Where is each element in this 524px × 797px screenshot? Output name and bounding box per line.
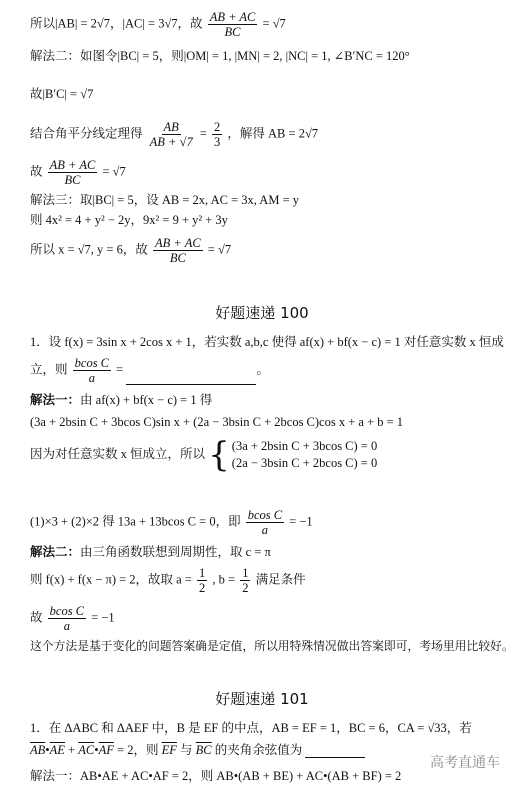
fraction: $\frac{AB + AC}{BC}$ bbox=[154, 236, 201, 265]
answer-blank bbox=[305, 757, 365, 758]
fraction: $\frac{\text{bcos C}}{a}$ bbox=[74, 356, 110, 385]
problem-101-line-2: $\overline{AB}•\overline{AE}$ + $\overline{AC}•\overline{AF} = 2$，则 $\overline{EF}$ 与 $\overline{BC}$ 的夹角余弦值为 bbox=[30, 742, 510, 758]
line-1 bbox=[30, 10, 510, 39]
section-heading-101: 好题速递 101 bbox=[215, 690, 309, 708]
solution-1-system: 因为对任意实数 x 恒成立，所以 { (3a + 2bsin C + 3bcos C) = 0 (2a − 3bsin C + 2bcos C) = 0 bbox=[30, 435, 378, 475]
watermark: 高考直通车 bbox=[430, 755, 500, 771]
section-heading-100: 好题速递 100 bbox=[215, 304, 309, 322]
line-4: 结合角平分线定理得 $\frac{AB}{AB + √7}$ = $\frac{2}{3}$ ，解得 AB = 2√7 bbox=[30, 120, 319, 149]
fraction: $\frac{\text{bcos C}}{a}$ bbox=[49, 604, 85, 633]
solution-1-equation: (3a + 2bsin C + 3bcos C)sin x + (2a − 3bsin C + 2bcos C)cos x + a + b = 1 bbox=[30, 415, 404, 429]
fraction: $\frac{AB}{AB + √7}$ bbox=[149, 120, 193, 149]
line-6: 解法三：取|BC| = 5，设 AB = 2x, AC = 3x, AM = y bbox=[30, 193, 299, 207]
fraction: $\frac{2}{3}$ bbox=[214, 120, 221, 149]
line-2: 解法二：如图令|BC| = 5，则|OM| = 1, |MN| = 2, |NC| = 1, ∠B′NC = 120° bbox=[30, 49, 410, 63]
line-7: 则 4x² = 4 + y² − 2y，9x² = 9 + y² + 3y bbox=[30, 213, 228, 227]
problem-1-line-1: 1．设 f(x) = 3sin x + 2cos x + 1，若实数 a,b,c 使得 af(x) + bf(x − c) = 1 对任意实数 x 恒成 bbox=[30, 335, 504, 349]
brace-system: { (3a + 2bsin C + 3bcos C) = 0 (2a − 3bsin C + 2bcos C) = 0 bbox=[208, 435, 378, 475]
fraction: $\frac{1}{2}$ bbox=[242, 566, 249, 595]
solution-1-line-1: 解法一：由 af(x) + bf(x − c) = 1 得 bbox=[30, 393, 213, 407]
fraction: $\frac{\text{bcos C}}{a}$ bbox=[247, 508, 283, 537]
line-5: 故 $\frac{AB + AC}{BC}$ = √7 bbox=[30, 158, 126, 187]
solution-2-line-3: 故 $\frac{\text{bcos C}}{a}$ = −1 bbox=[30, 604, 115, 633]
fraction: $\frac{1}{2}$ bbox=[199, 566, 206, 595]
line-3: 故|B′C| = √7 bbox=[30, 87, 94, 101]
fraction: $\frac{AB + AC}{BC}$ bbox=[49, 158, 96, 187]
note: 这个方法是基于变化的问题答案确是定值，所以用特殊情况做出答案即可，考场里用比较好。 bbox=[30, 639, 514, 653]
solution-1-result: (1)×3 + (2)×2 得 13a + 13bcos C = 0，即 $\frac{\text{bcos C}}{a}$ = −1 bbox=[30, 508, 313, 537]
problem-101-line-3: 解法一：AB•AE + AC•AF = 2，则 AB•(AB + BE) + AC•(AB + BF) = 2 bbox=[30, 769, 402, 783]
problem-101-line-1: 1．在 ΔABC 和 ΔAEF 中，B 是 EF 的中点，AB = EF = 1，BC = 6，CA = √33，若 bbox=[30, 721, 472, 735]
problem-1-line-2: 立，则 $\frac{\text{bcos C}}{a}$ = 。 bbox=[30, 356, 269, 385]
answer-blank bbox=[126, 384, 256, 385]
solution-2-line-1: 解法二：由三角函数联想到周期性，取 c = π bbox=[30, 545, 271, 559]
text: 所以|AB| = 2√7，|AC| = 3√7，故 bbox=[30, 16, 203, 31]
solution-2-line-2: 则 f(x) + f(x − π) = 2，故取 a = $\frac{1}{2}$ , b = $\frac{1}{2}$ 满足条件 bbox=[30, 566, 306, 595]
text: = √7 bbox=[262, 16, 286, 31]
fraction: $\frac{AB + AC}{BC}$ bbox=[209, 10, 256, 39]
line-8: 所以 x = √7, y = 6，故 $\frac{AB + AC}{BC}$ = √7 bbox=[30, 236, 232, 265]
